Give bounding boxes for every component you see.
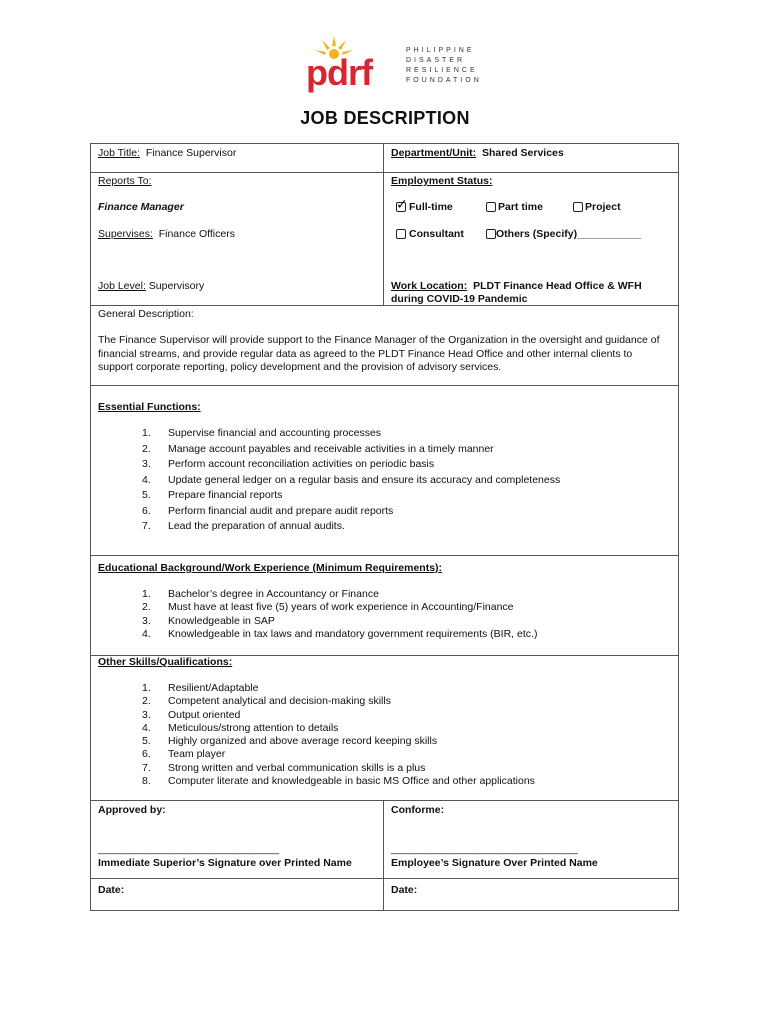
row-divider (90, 305, 679, 306)
employee-signature-caption: Employee’s Signature Over Printed Name (391, 857, 598, 869)
date-label-right: Date: (391, 884, 418, 896)
general-description-label: General Description: (98, 308, 194, 320)
essential-functions-heading: Essential Functions: (98, 401, 201, 413)
list-item: 1. Supervise financial and accounting processes (142, 427, 382, 439)
pdrf-logo (300, 36, 480, 96)
document-title: JOB DESCRIPTION (300, 108, 470, 128)
date-label-left: Date: (98, 884, 125, 896)
list-item: 7. Strong written and verbal communication skills is a plus (142, 761, 426, 774)
list-item: 2. Competent analytical and decision-making skills (142, 695, 391, 708)
reports-to-label: Reports To: (98, 175, 152, 187)
superior-signature-caption: Immediate Superior’s Signature over Printed Name (98, 857, 352, 869)
work-location-field-line2: during COVID-19 Pandemic (391, 293, 528, 305)
list-item: 4. Meticulous/strong attention to details (142, 721, 339, 734)
fulltime-label: Full-time (409, 201, 453, 213)
list-item: 4. Knowledgeable in tax laws and mandatory government requirements (BIR, etc.) (142, 627, 538, 640)
row-divider (90, 800, 679, 801)
education-list (142, 588, 537, 641)
superior-signature-line: _______________________________ (98, 843, 280, 855)
logo-wordmark: pdrf (306, 52, 372, 93)
job-level-field: Job Level: Supervisory (98, 280, 205, 292)
skills-list (142, 682, 535, 788)
work-location-field: Work Location: PLDT Finance Head Office & WFH (391, 280, 642, 292)
job-title-field: Job Title: Finance Supervisor (98, 147, 237, 159)
list-item: 4. Update general ledger on a regular basis and ensure its accuracy and completeness (142, 473, 561, 486)
skills-heading: Other Skills/Qualifications: (98, 656, 233, 668)
essential-functions-list (142, 426, 560, 535)
fulltime-checkbox[interactable] (396, 196, 408, 212)
department-field: Department/Unit: Shared Services (391, 147, 564, 159)
parttime-checkbox[interactable] (486, 202, 496, 212)
employee-signature-line: ________________________________ (391, 843, 578, 855)
row-divider (90, 385, 679, 386)
consultant-label: Consultant (409, 228, 464, 240)
list-item: 2. Must have at least five (5) years of work experience in Accounting/Finance (142, 601, 514, 614)
list-item: 7. Lead the preparation of annual audits. (142, 520, 345, 532)
list-item: 2. Manage account payables and receivable activities in a timely manner (142, 442, 494, 455)
approved-by-label: Approved by: (98, 804, 166, 816)
list-item: 6. Team player (142, 748, 226, 761)
list-item: 8. Computer literate and knowledgeable in basic MS Office and other applications (142, 775, 535, 788)
list-item: 1. Resilient/Adaptable (142, 682, 259, 694)
logo-subtitle: PHILIPPINE DISASTER RESILIENCE FOUNDATION (406, 47, 482, 84)
list-item: 3. Knowledgeable in SAP (142, 614, 275, 627)
others-label: Others (Specify)___________ (496, 228, 642, 240)
list-item: 5. Highly organized and above average record keeping skills (142, 735, 438, 748)
parttime-label: Part time (498, 201, 543, 213)
list-item: 3. Perform account reconciliation activities on periodic basis (142, 458, 435, 470)
row-divider (90, 172, 679, 173)
others-checkbox[interactable] (486, 229, 496, 239)
project-label: Project (585, 201, 621, 213)
check-icon: ✓ (396, 196, 408, 212)
reports-to-value: Finance Manager (98, 201, 184, 213)
column-divider (383, 800, 384, 911)
row-divider (90, 555, 679, 556)
list-item: 1. Bachelor’s degree in Accountancy or Finance (142, 588, 379, 600)
employment-status-label: Employment Status: (391, 175, 493, 187)
general-description-text: The Finance Supervisor will provide support to the Finance Manager of the Organization in the oversight and guidance of financial streams, and provide regular data as agreed to the PLDT Finance Head Office and other internal clients to support corporate reporting, policy development and the provision of advisory services. (98, 334, 660, 373)
education-heading: Educational Background/Work Experience (Minimum Requirements): (98, 562, 443, 574)
consultant-checkbox[interactable] (396, 229, 406, 239)
column-divider (383, 143, 384, 305)
supervises-field: Supervises: Finance Officers (98, 228, 235, 240)
list-item: 6. Perform financial audit and prepare audit reports (142, 504, 394, 517)
list-item: 5. Prepare financial reports (142, 489, 283, 501)
row-divider (90, 878, 679, 879)
conforme-label: Conforme: (391, 804, 445, 816)
project-checkbox[interactable] (573, 202, 583, 212)
list-item: 3. Output oriented (142, 708, 241, 721)
